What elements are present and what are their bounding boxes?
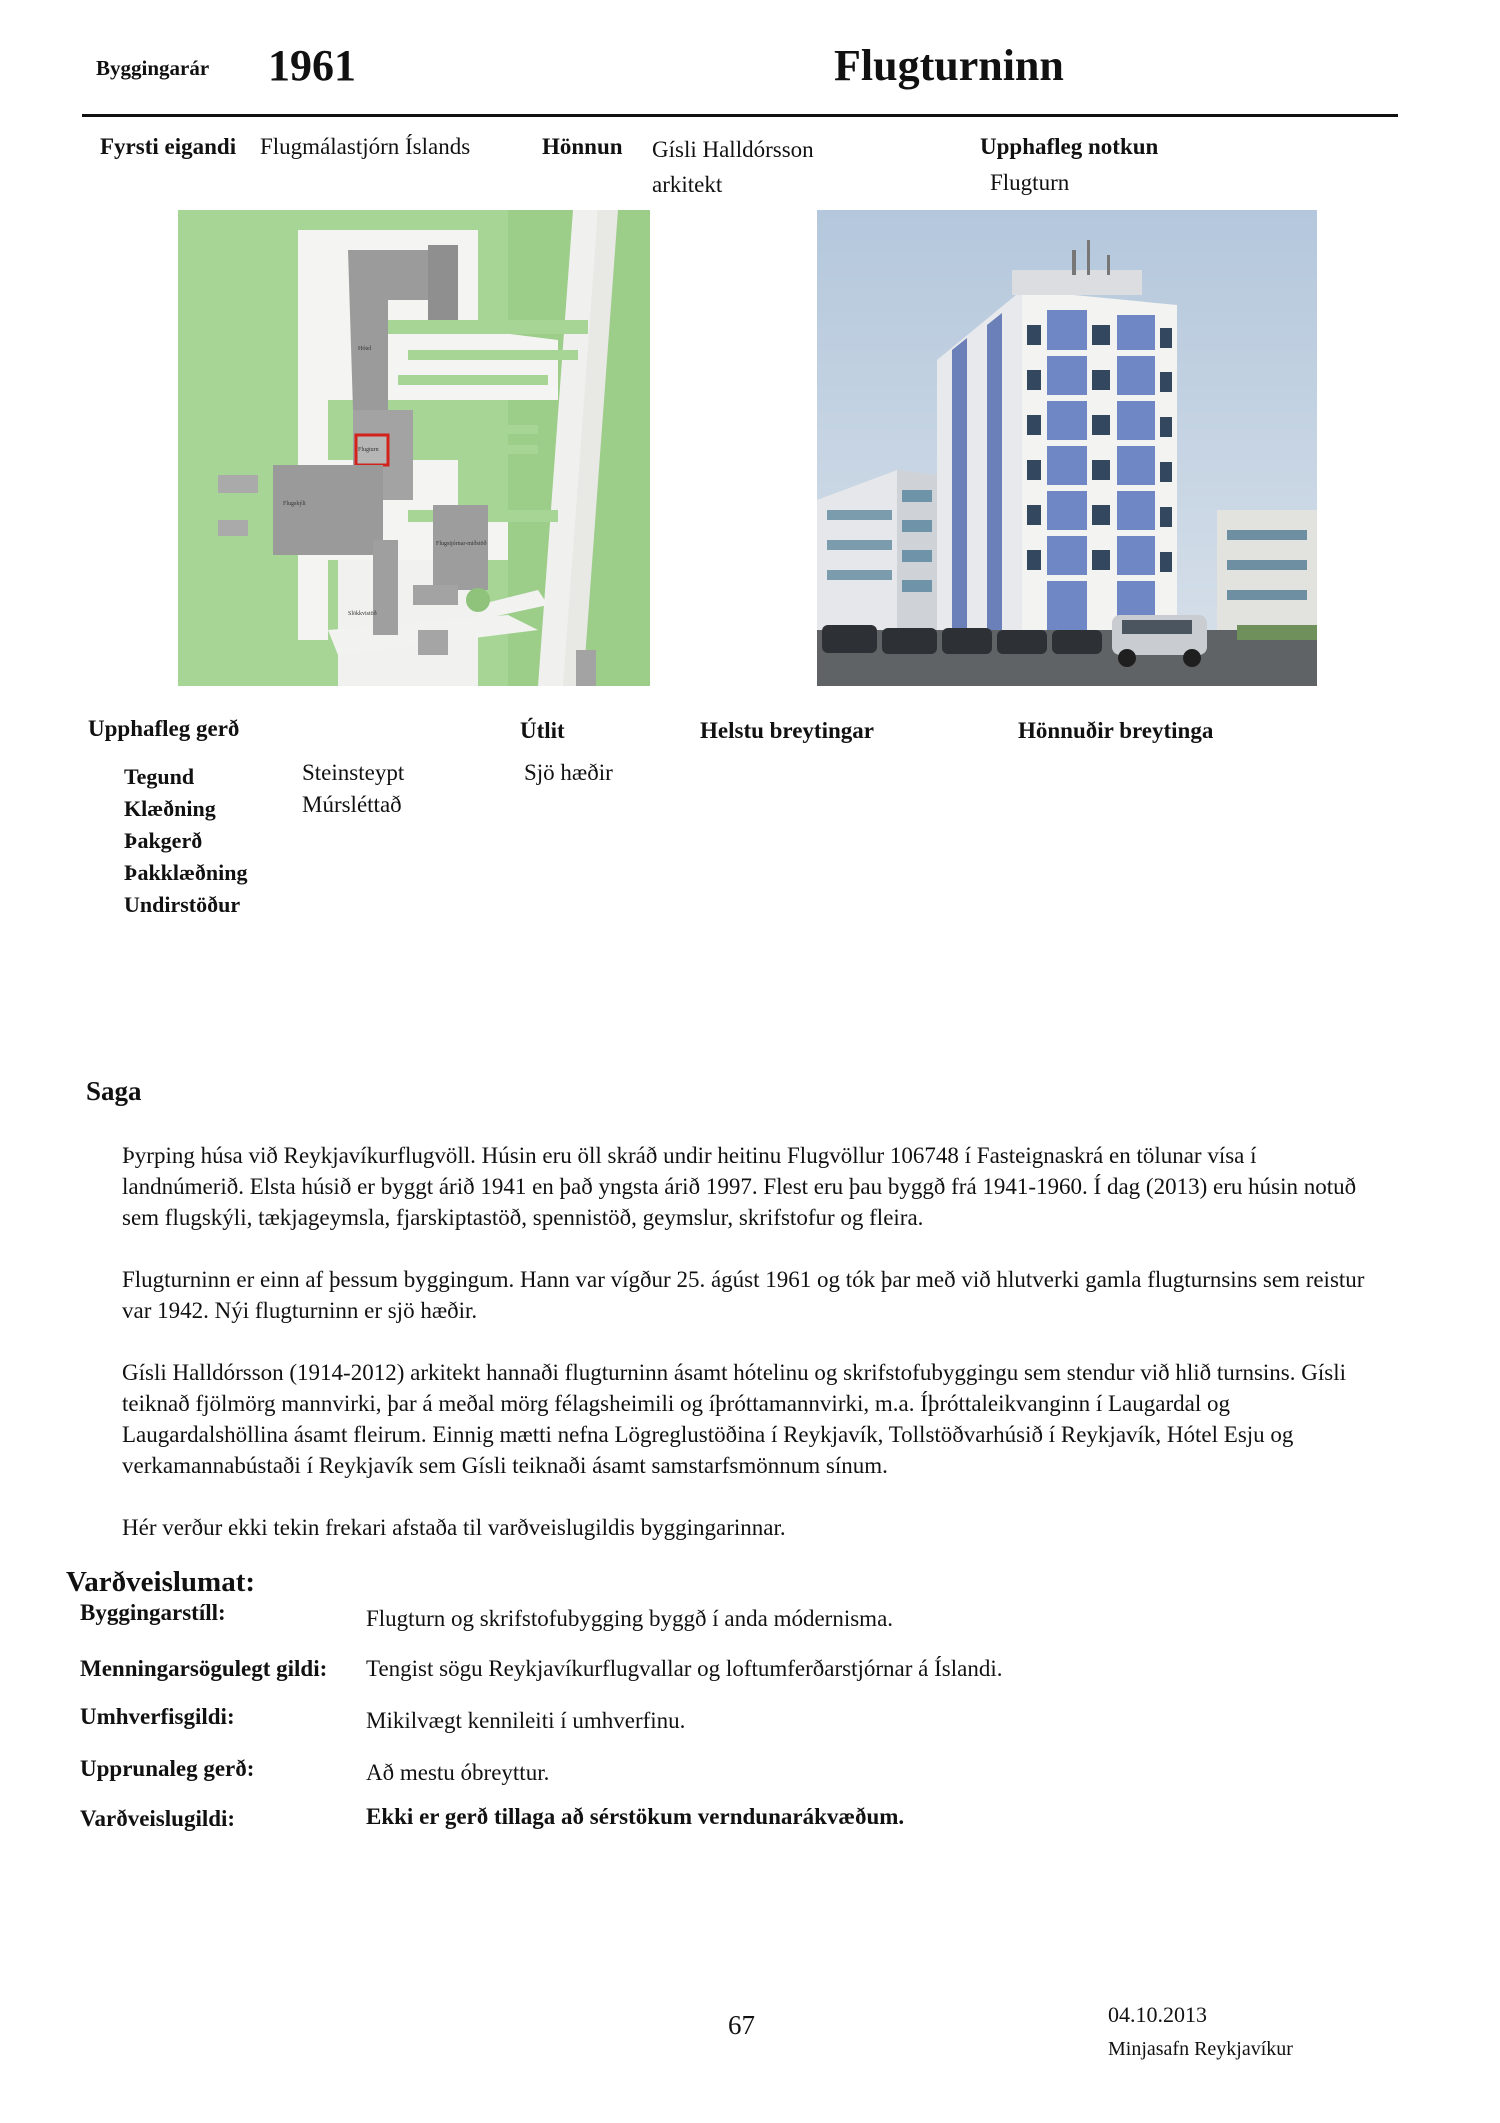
page-title: Flugturninn: [834, 41, 1064, 90]
form-value-type: Steinsteypt: [302, 760, 405, 785]
building-photo-drawing: [817, 210, 1317, 686]
conservation-label-environment: Umhverfisgildi:: [80, 1704, 235, 1729]
form-label-cladding: Klæðning: [124, 796, 216, 821]
form-label-foundations: Undirstöður: [124, 892, 241, 917]
header-divider: [82, 114, 1398, 117]
map-label-fire-station: Slökkvistöð: [348, 611, 377, 617]
conservation-label-cultural: Menningarsögulegt gildi:: [80, 1656, 328, 1681]
conservation-label-original-form: Upprunaleg gerð:: [80, 1756, 255, 1781]
conservation-label-style: Byggingarstíll:: [80, 1600, 226, 1625]
first-owner-label: Fyrsti eigandi: [100, 134, 237, 159]
conservation-value-environment: Mikilvægt kennileiti í umhverfinu.: [366, 1708, 686, 1733]
conservation-label-value: Varðveislugildi:: [80, 1806, 236, 1831]
saga-paragraph-3: Gísli Halldórsson (1914-2012) arkitekt hannaði flugturninn ásamt hótelinu og skrifstofubyggingu sem stendur við hlið turnsins. Gísli teiknað fjölmörg mannvirki, þar á meðal mörg félagsheimili og íþróttamannvirki, m.a. Íþróttaleikvanginn í Laugardal og Laugardalshöllina ásamt fleirum. Einnig mætti nefna Lögreglustöðina í Reykjavík, Tollstöðvarhúsið í Reykjavík, Hótel Esju og verkamannabústaði í Reykjavík sem Gísli teiknaði ásamt samstarfsmönnum sínum.: [122, 1360, 1346, 1478]
conservation-value-style: Flugturn og skrifstofubygging byggð í anda módernisma.: [366, 1606, 894, 1631]
conservation-heading: Varðveislumat:: [66, 1566, 256, 1598]
page-number: 67: [728, 2010, 755, 2040]
footer-date: 04.10.2013: [1108, 2002, 1207, 2027]
conservation-value-cultural: Tengist sögu Reykjavíkurflugvallar og loftumferðarstjórnar á Íslandi.: [366, 1656, 1003, 1681]
saga-paragraph-2: Flugturninn er einn af þessum byggingum. Hann var vígður 25. ágúst 1961 og tók þar með við hlutverki gamla flugturnsins sem reistur var 1942. Nýi flugturninn er sjö hæðir.: [122, 1267, 1365, 1323]
saga-heading: Saga: [86, 1076, 142, 1106]
original-use-label: Upphafleg notkun: [980, 134, 1159, 159]
original-use-value: Flugturn: [990, 170, 1070, 195]
form-value-cladding: Múrsléttað: [302, 792, 402, 817]
appearance-value: Sjö hæðir: [524, 760, 613, 785]
appearance-heading: Útlit: [520, 718, 565, 743]
design-value-line2: arkitekt: [652, 172, 723, 197]
map-label-control-center: Flugstjórnar-miðstöð: [436, 541, 487, 547]
form-label-roof-type: Þakgerð: [124, 828, 203, 853]
saga-paragraph-1: Þyrping húsa við Reykjavíkurflugvöll. Húsin eru öll skráð undir heitinu Flugvöllur 106748 í Fasteignaskrá en tölunar vísa í landnúmerið. Elsta húsið er byggt árið 1941 en það yngsta árið 1997. Flest eru þau byggð frá 1941-1960. Í dag (2013) eru húsin notuð sem flugskýli, tækjageymsla, fjarskiptastöð, spennistöð, geymslur, skrifstofur og fleira.: [122, 1143, 1357, 1230]
form-label-type: Tegund: [124, 764, 195, 789]
original-form-heading: Upphafleg gerð: [88, 716, 240, 741]
conservation-value-original-form: Að mestu óbreyttur.: [366, 1760, 550, 1785]
saga-paragraph-4: Hér verður ekki tekin frekari afstaða til varðveislugildis byggingarinnar.: [122, 1515, 786, 1540]
first-owner-value: Flugmálastjórn Íslands: [260, 134, 471, 159]
map-label-hotel: Hótel: [358, 346, 372, 352]
form-label-roof-cladding: Þakklæðning: [124, 860, 248, 885]
change-designers-heading: Hönnuðir breytinga: [1018, 718, 1214, 743]
conservation-value-value: Ekki er gerð tillaga að sérstökum verndunarákvæðum.: [366, 1804, 905, 1829]
map-label-tower: Flugturn: [358, 447, 379, 453]
footer-organization: Minjasafn Reykjavíkur: [1108, 2038, 1293, 2060]
site-map-drawing: [178, 210, 650, 686]
construction-year-label: Byggingarár: [96, 56, 210, 80]
main-changes-heading: Helstu breytingar: [700, 718, 874, 743]
construction-year: 1961: [268, 41, 356, 90]
design-value-line1: Gísli Halldórsson: [652, 137, 814, 162]
design-label: Hönnun: [542, 134, 623, 159]
map-label-hangar: Flugskýli: [283, 501, 306, 507]
building-photo: [817, 210, 1317, 686]
saga-text: [122, 1140, 1382, 1574]
site-map: [178, 210, 650, 686]
